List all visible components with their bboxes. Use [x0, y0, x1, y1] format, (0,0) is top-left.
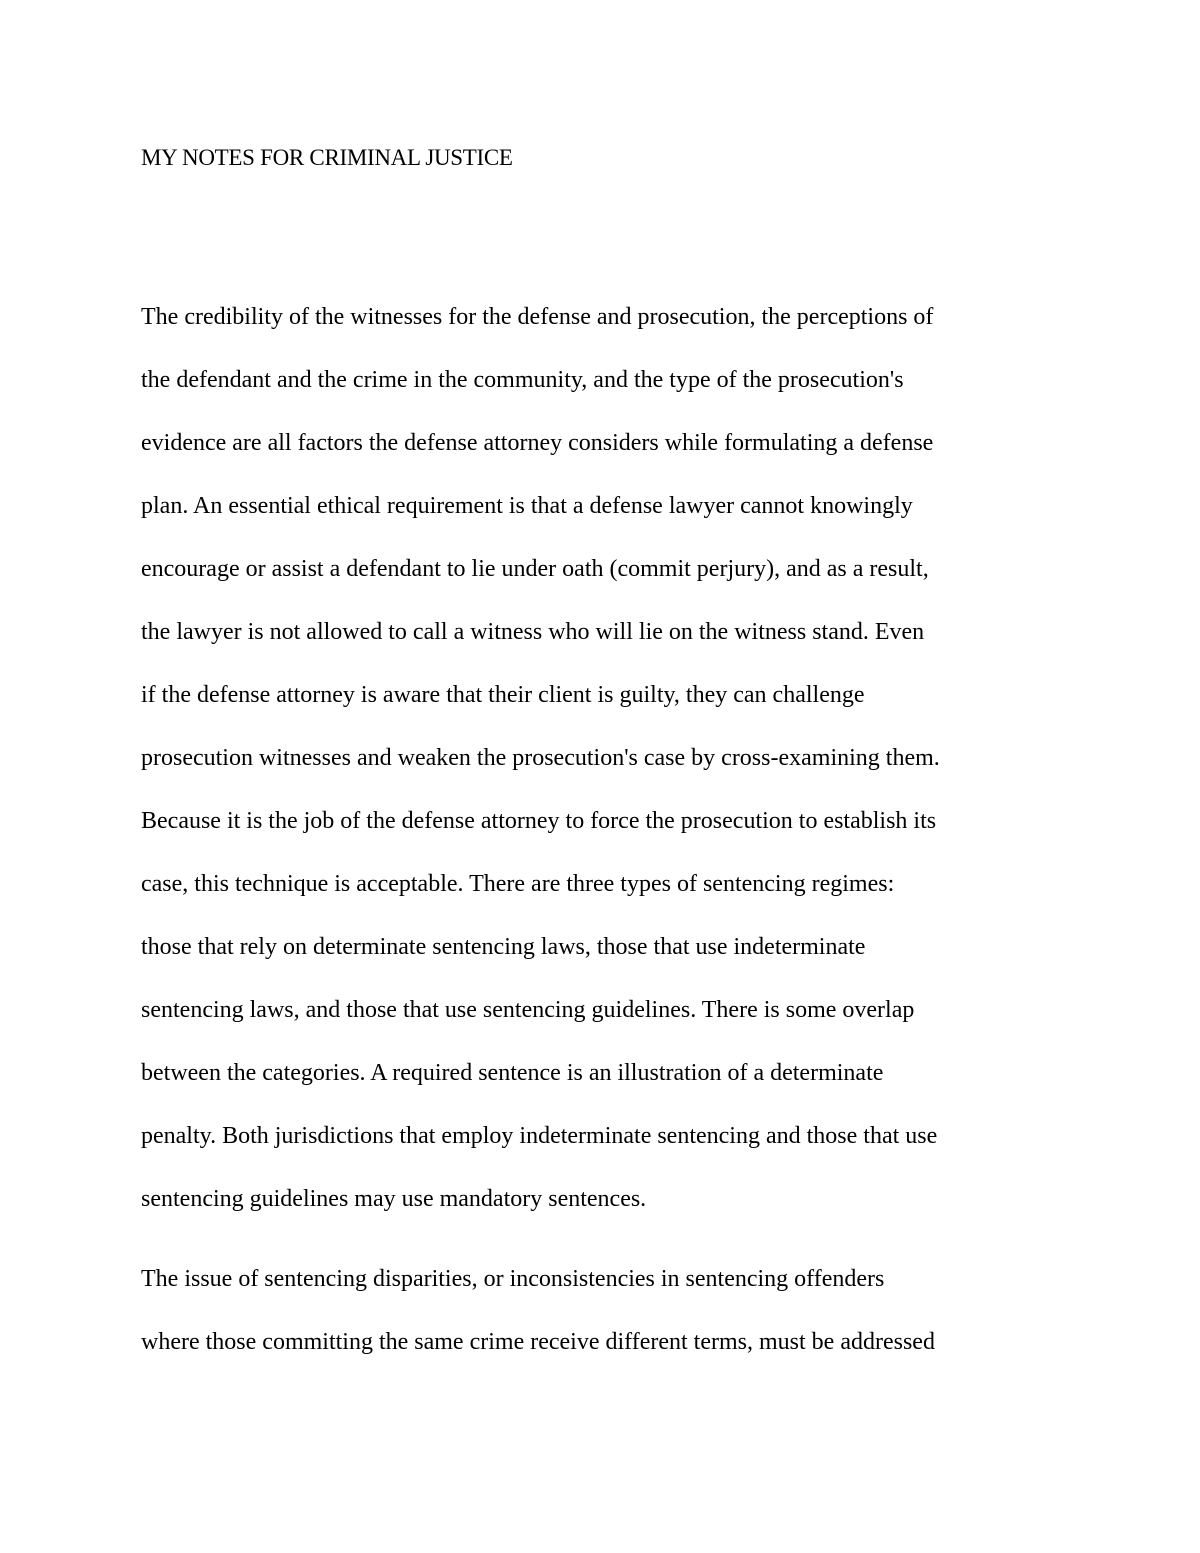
document-title: MY NOTES FOR CRIMINAL JUSTICE [141, 145, 513, 170]
paragraph-1-line-14: penalty. Both jurisdictions that employ indeterminate sentencing and those that use [141, 1123, 938, 1149]
paragraph-1-line-8: prosecution witnesses and weaken the prosecution's case by cross-examining them. [141, 745, 940, 771]
paragraph-2-line-2: where those committing the same crime receive different terms, must be addressed [141, 1329, 935, 1355]
paragraph-1-line-10: case, this technique is acceptable. There are three types of sentencing regimes: [141, 871, 895, 897]
paragraph-1-line-4: plan. An essential ethical requirement is that a defense lawyer cannot knowingly [141, 493, 913, 519]
paragraph-1-line-9: Because it is the job of the defense attorney to force the prosecution to establish its [141, 808, 937, 834]
paragraph-1-line-11: those that rely on determinate sentencing laws, those that use indeterminate [141, 934, 866, 960]
paragraph-1-line-1: The credibility of the witnesses for the defense and prosecution, the perceptions of [141, 304, 934, 330]
paragraph-1-line-12: sentencing laws, and those that use sentencing guidelines. There is some overlap [141, 997, 915, 1023]
paragraph-1-line-13: between the categories. A required sentence is an illustration of a determinate [141, 1060, 884, 1086]
paragraph-1-line-2: the defendant and the crime in the community, and the type of the prosecution's [141, 367, 904, 393]
paragraph-1-line-15: sentencing guidelines may use mandatory sentences. [141, 1186, 647, 1212]
paragraph-1-line-3: evidence are all factors the defense attorney considers while formulating a defense [141, 430, 934, 456]
paragraph-2-line-1: The issue of sentencing disparities, or inconsistencies in sentencing offenders [141, 1266, 885, 1292]
paragraph-1-line-6: the lawyer is not allowed to call a witness who will lie on the witness stand. Even [141, 619, 925, 645]
paragraph-1-line-5: encourage or assist a defendant to lie under oath (commit perjury), and as a result, [141, 556, 929, 582]
paragraph-1-line-7: if the defense attorney is aware that their client is guilty, they can challenge [141, 682, 865, 708]
